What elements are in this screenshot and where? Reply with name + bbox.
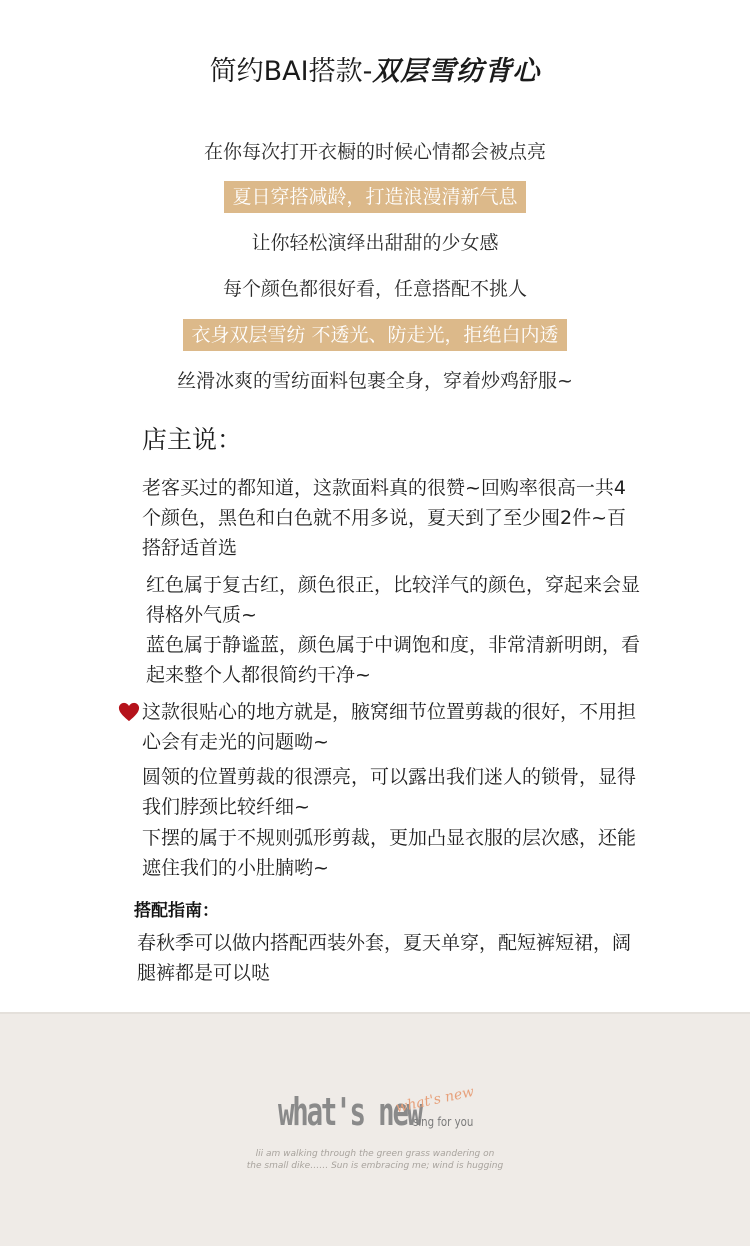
footer-sub: sing for you [413,1115,474,1129]
guide-text: 春秋季可以做内搭配西装外套，夏天单穿，配短裤短裙，阔腿裤都是可以哒 [137,932,632,984]
intro-line-1: 在你每次打开衣橱的时候心情都会被点亮 [203,141,546,163]
shop-paragraph-2: 红色属于复古红，颜色很正，比较洋气的颜色，穿起来会显得格外气质~ [146,574,641,626]
shop-paragraph-1: 老客买过的都知道，这款面料真的很赞~回购率很高一共4个颜色，黑色和白色就不用多说，夏天到了至少囤2件~百搭舒适首选 [142,477,627,559]
page-title [0,52,750,92]
footer-script-text: what's new [394,1083,476,1117]
shop-paragraph-5: 圆领的位置剪裁的很漂亮，可以露出我们迷人的锁骨，显得我们脖颈比较纤细~ [142,766,637,818]
footer-brand: what's new [278,1090,422,1134]
intro-highlight-2 [0,319,750,351]
heart-icon [118,701,140,723]
shop-heading: 店主说： [142,425,243,454]
intro-line-4: 丝滑冰爽的雪纺面料包裹全身，穿着炒鸡舒服~ [177,370,573,392]
footer-divider [0,1012,750,1014]
intro-highlight-1-text: 夏日穿搭减龄，打造浪漫清新气息 [224,181,525,213]
footer-tagline-1: lii am walking through the green grass wandering on [255,1149,495,1159]
guide-heading: 搭配指南： [134,901,219,921]
intro-line-2: 让你轻松演绎出甜甜的少女感 [251,232,499,254]
intro-highlight-1 [0,181,750,213]
footer-tagline-2: the small dike…… Sun is embracing me; wind is hugging [246,1161,504,1171]
shop-paragraph-6: 下摆的属于不规则弧形剪裁，更加凸显衣服的层次感，还能遮住我们的小肚腩哟~ [142,827,637,879]
shop-paragraph-4: 这款很贴心的地方就是，腋窝细节位置剪裁的很好，不用担心会有走光的问题呦~ [142,701,637,753]
title-prefix: 简约BAI搭款- [209,56,373,87]
intro-line-3: 每个颜色都很好看，任意搭配不挑人 [222,278,527,300]
title-main: 双层雪纺背心 [372,56,541,87]
intro-highlight-2-text: 衣身双层雪纺 不透光、防走光，拒绝白内透 [183,319,566,351]
shop-paragraph-3: 蓝色属于静谧蓝，颜色属于中调饱和度，非常清新明朗，看起来整个人都很简约干净~ [146,634,641,686]
